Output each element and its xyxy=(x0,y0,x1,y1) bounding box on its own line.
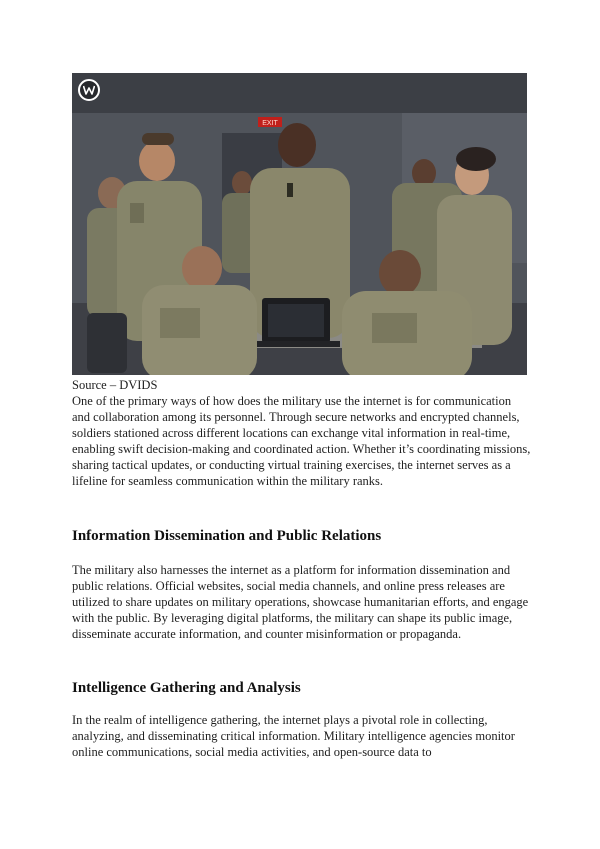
heading-information-dissemination: Information Dissemination and Public Relations xyxy=(72,528,382,544)
heading-intelligence-gathering: Intelligence Gathering and Analysis xyxy=(72,680,301,696)
paragraph-public-relations: The military also harnesses the internet as a platform for information dissemination and public relations. Official websites, social media channels, and online press releases are utilized to share updates on military operations, showcase humanitarian efforts, and engage with the public. By leveraging digital platforms, the military can shape its public image, disseminate accurate information, and counter misinformation or propaganda. xyxy=(72,563,529,641)
image-caption: Source – DVIDS xyxy=(72,378,158,392)
soldiers-meeting-photo xyxy=(72,73,527,375)
paragraph-intelligence: In the realm of intelligence gathering, the internet plays a pivotal role in collecting, analyzing, and disseminating critical information. Military intelligence agencies monitor online communications, social media activities, and open-source data to xyxy=(72,713,515,759)
exit-sign-text: EXIT xyxy=(262,120,278,127)
photo-illustration xyxy=(72,73,527,375)
paragraph-communication: One of the primary ways of how does the military use the internet is for communication and collaboration among its personnel. Through secure networks and encrypted channels, soldiers stationed across different locations can exchange vital information in real-time, enabling swift decision-making and coordinated action. Whether it’s coordinating missions, sharing tactical updates, or conducting virtual training exercises, the internet serves as a lifeline for seamless communication within the military ranks. xyxy=(72,394,531,488)
w-circle-logo-icon xyxy=(78,79,100,101)
